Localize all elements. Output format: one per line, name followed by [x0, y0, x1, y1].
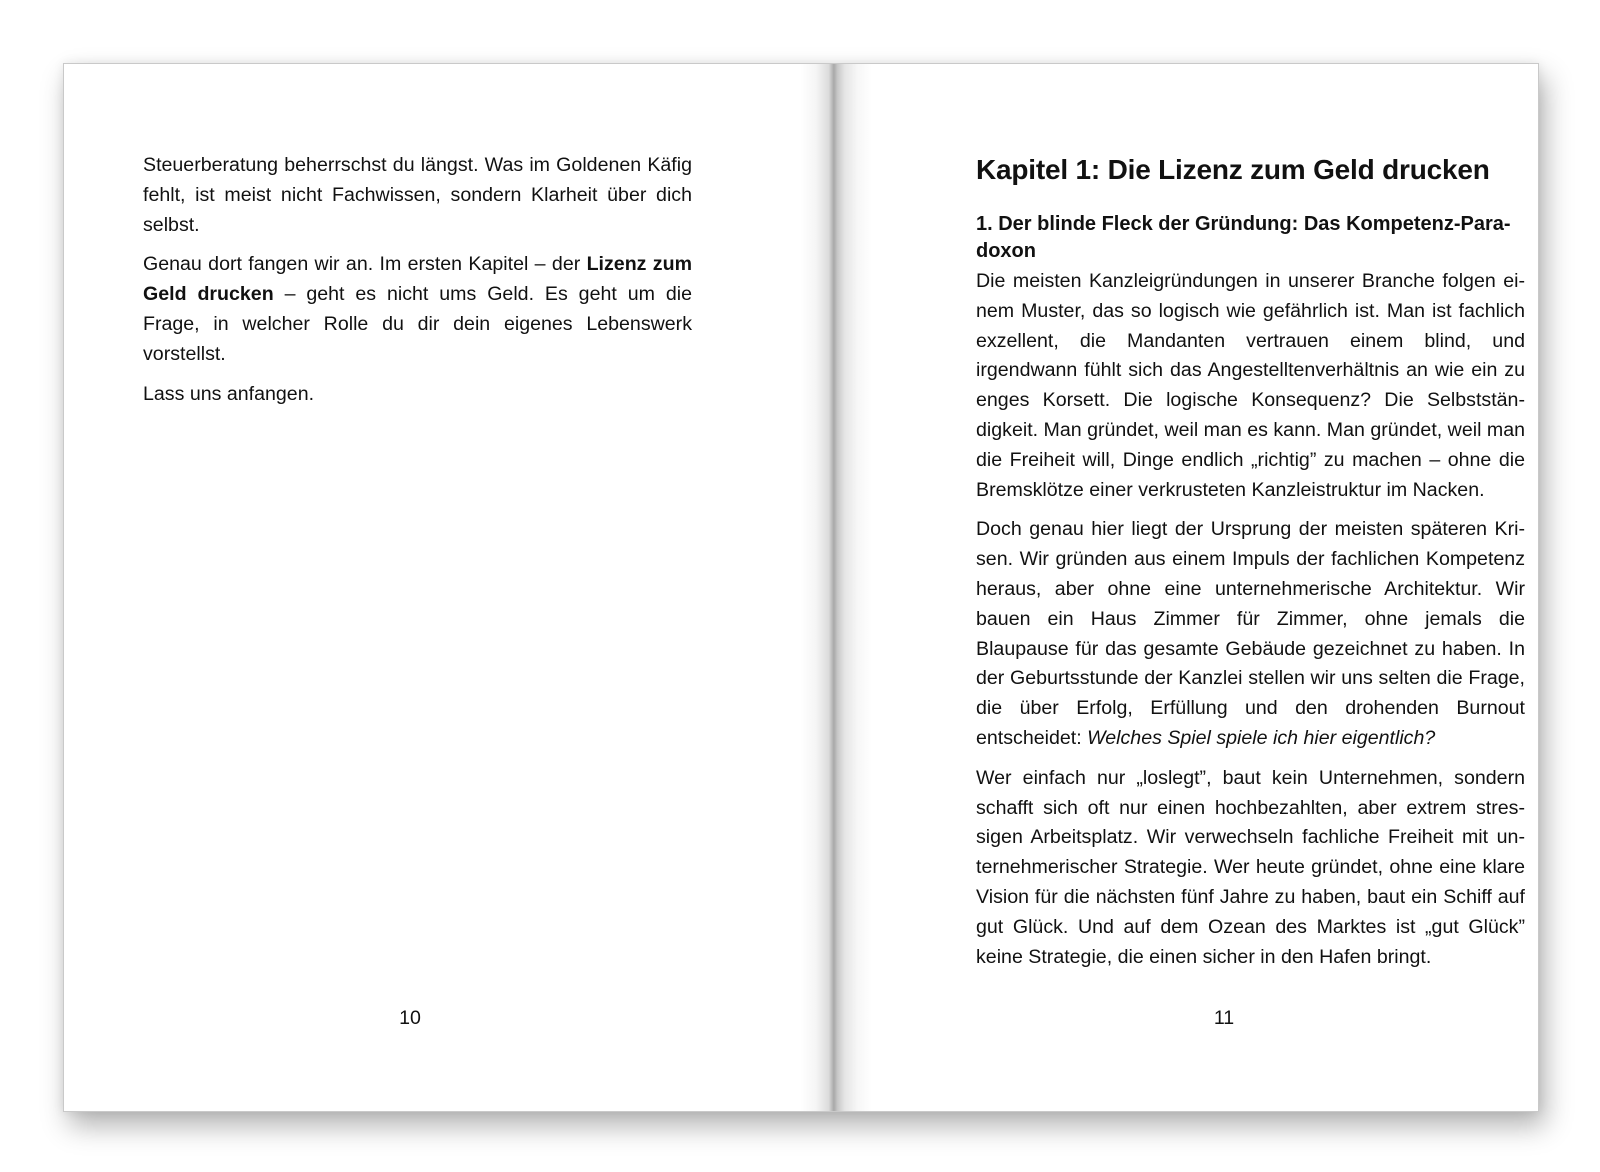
right-page [801, 64, 1538, 1111]
chapter-title: Kapitel 1: Die Lizenz zum Geld drucken [976, 154, 1490, 185]
italic-question: Welches Spiel spiele ich hier eigentlich? [1087, 726, 1436, 749]
paragraph: Wer einfach nur „loslegt”, baut kein Unternehmen, sondern schafft sich oft nur einen hochbezahlten, aber extrem stressigen Arbeitsplatz. Wir verwechseln fachliche Freiheit mit unternehmerischer Strategie. Wer heute gründet, ohne eine klare Vision für die nächsten fünf Jahre zu haben, baut ein Schiff auf gut Glück. Und auf dem Ozean des Marktes ist „gut Glück” keine Strategie, die einen sicher in den Hafen bringt. [976, 766, 1525, 968]
left-page [64, 64, 801, 1111]
section-title: 1. Der blinde Fleck der Gründung: Das Kompetenz-Paradoxon [976, 213, 1511, 262]
page-number: 11 [1213, 1007, 1235, 1029]
paragraph-text: Genau dort fangen wir an. Im ersten Kapitel – der [143, 253, 587, 276]
paragraph-text: – geht es nicht ums Geld. Es geht um die Frage, in welcher Rolle du dir dein eigenes Lebenswerk vorstellst. [143, 283, 692, 365]
right-page-text [976, 153, 1525, 982]
left-page-text [143, 151, 692, 419]
paragraph: Die meisten Kanzleigründungen in unserer Branche folgen einem Muster, das so logisch wie gefährlich ist. Man ist fachlich exzellent, die Mandanten vertrauen einem blind, und irgendwann fühlt sich das Angestelltenverhältnis an wie ein zu enges Korsett. Die logische Konsequenz? Die Selbstständigkeit. Man gründet, weil man es kann. Man gründet, weil man die Freiheit will, Dinge endlich „richtig” zu machen – ohne die Bremsklötze einer verkrusteten Kanzleistruktur im Nacken. [976, 270, 1525, 501]
paragraph [976, 515, 1525, 753]
paragraph [143, 250, 692, 369]
paragraph: Steuerberatung beherrschst du längst. Was im Goldenen Käfig fehlt, ist meist nicht Fachwissen, sondern Klarheit über dich selbst. [143, 154, 692, 236]
paragraph-text: Doch genau hier liegt der Ursprung der meisten späteren Krisen. Wir gründen aus einem Impuls der fachlichen Kompetenz heraus, aber ohne eine unternehmerische Architektur. Wir bauen ein Haus Zimmer für Zimmer, ohne jemals die Blaupause für das gesamte Gebäude gezeichnet zu haben. In der Geburtsstunde der Kanzlei stellen wir uns selten die Frage, die über Erfolg, Erfüllung und den drohenden Burnout entscheidet: [976, 518, 1525, 749]
paragraph: Lass uns anfangen. [143, 382, 315, 405]
book-spread [63, 63, 1539, 1112]
page-number: 10 [399, 1007, 421, 1029]
bold-chapter-reference: Lizenz zum Geld drucken [143, 253, 692, 306]
